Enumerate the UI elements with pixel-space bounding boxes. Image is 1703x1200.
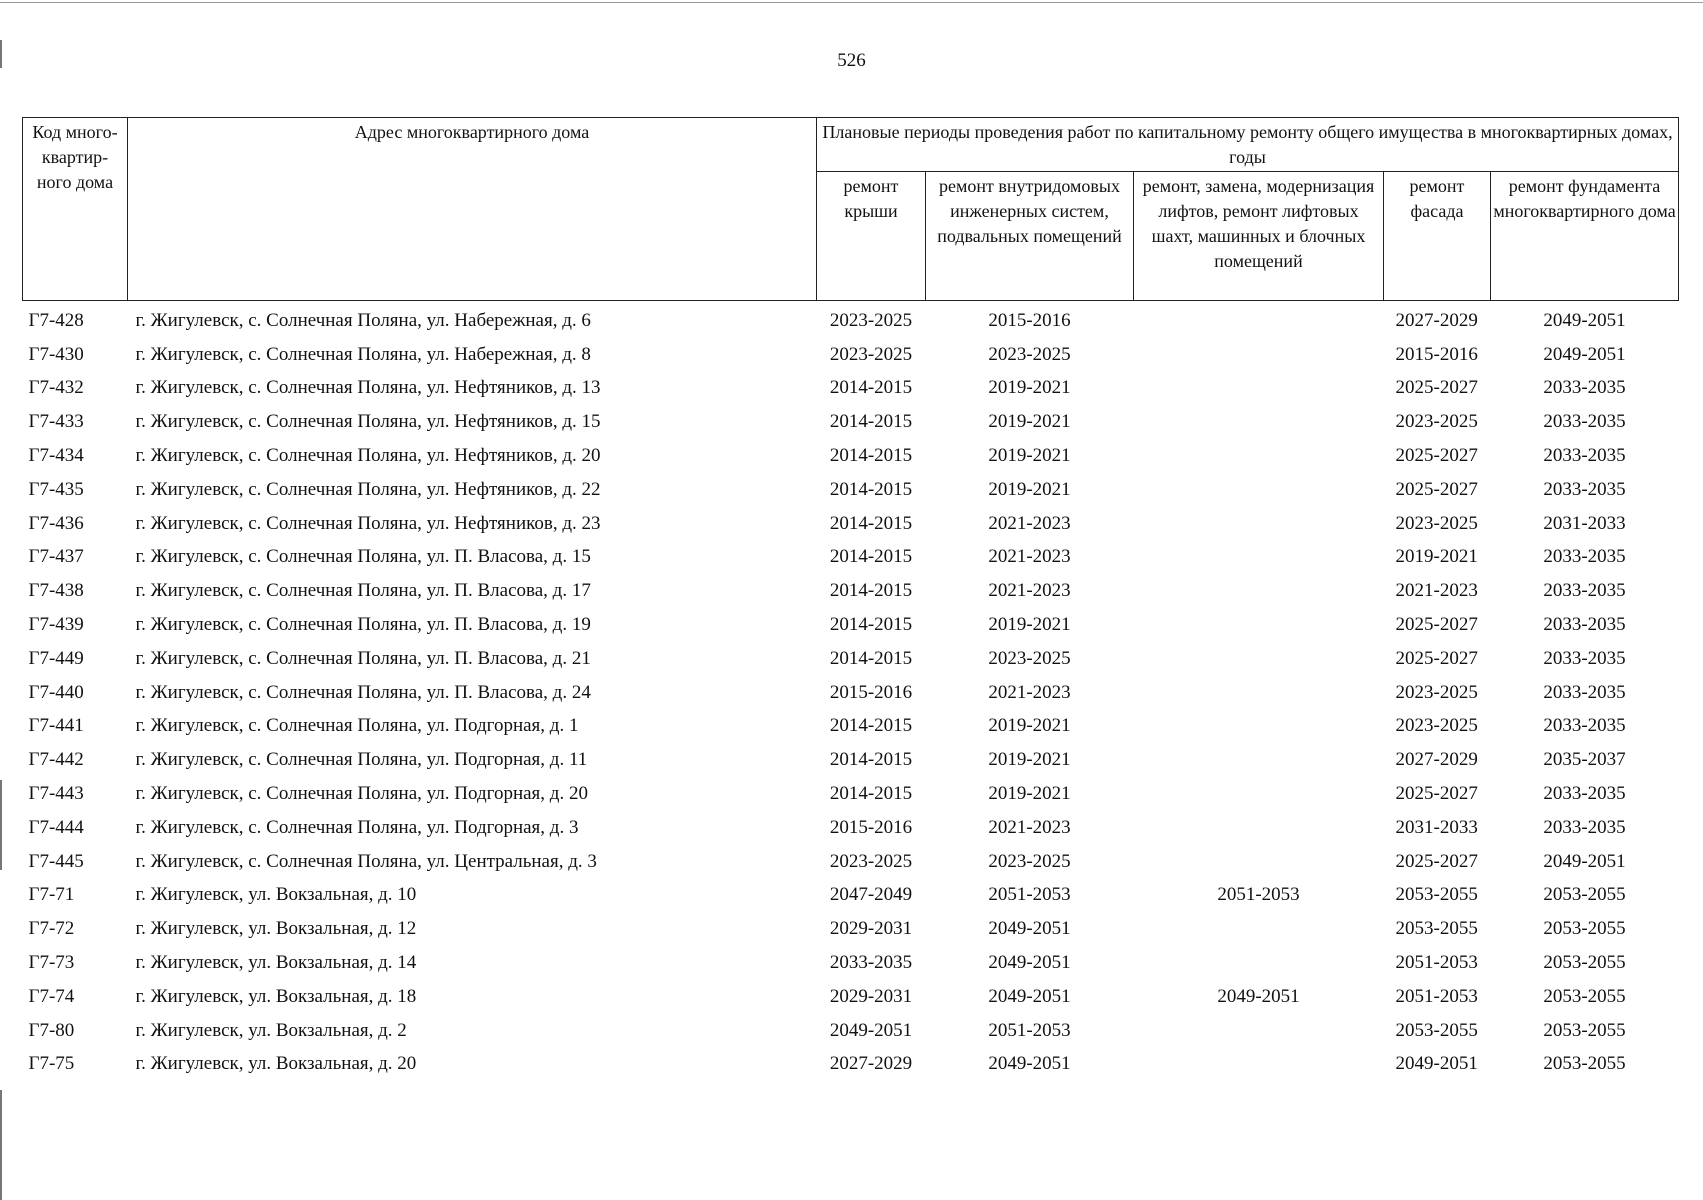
scan-edge-mark <box>0 780 2 870</box>
table-row <box>23 642 1679 676</box>
cell-address: г. Жигулевск, с. Солнечная Поляна, ул. Подгорная, д. 11 <box>135 749 588 771</box>
cell-foundation: 2033-2035 <box>1543 816 1626 838</box>
header-roof: ремонт крыши <box>817 171 926 300</box>
cell-code: Г7-438 <box>28 580 84 602</box>
cell-elevators <box>1134 1014 1384 1048</box>
cell-engineering: 2023-2025 <box>988 343 1071 365</box>
cell-engineering: 2021-2023 <box>988 816 1071 838</box>
header-periods-group: Плановые периоды проведения работ по капитальному ремонту общего имущества в многоквартирных домах, годы <box>817 118 1679 172</box>
cell-address: г. Жигулевск, с. Солнечная Поляна, ул. П. Власова, д. 15 <box>135 546 591 568</box>
cell-engineering: 2023-2025 <box>988 850 1071 872</box>
cell-address: г. Жигулевск, с. Солнечная Поляна, ул. Подгорная, д. 1 <box>135 715 579 737</box>
table-row <box>23 372 1679 406</box>
cell-facade: 2023-2025 <box>1395 512 1478 534</box>
header-facade: ремонт фасада <box>1384 171 1491 300</box>
cell-facade: 2023-2025 <box>1395 681 1478 703</box>
table-row <box>23 980 1679 1014</box>
cell-code: Г7-443 <box>28 783 84 805</box>
capital-repair-table-container <box>22 117 1678 1081</box>
scan-edge-line <box>0 2 1703 3</box>
cell-roof: 2015-2016 <box>829 681 913 703</box>
cell-code: Г7-434 <box>28 445 84 467</box>
table-row <box>23 1014 1679 1048</box>
cell-facade: 2053-2055 <box>1395 884 1478 906</box>
cell-address: г. Жигулевск, с. Солнечная Поляна, ул. П. Власова, д. 17 <box>135 580 591 602</box>
table-row <box>23 676 1679 710</box>
cell-roof: 2049-2051 <box>829 1019 913 1041</box>
cell-elevators <box>1134 743 1384 777</box>
cell-roof: 2023-2025 <box>829 343 913 365</box>
cell-elevators <box>1134 301 1384 338</box>
table-row <box>23 301 1679 338</box>
cell-elevators <box>1134 642 1384 676</box>
cell-foundation: 2053-2055 <box>1543 985 1626 1007</box>
cell-facade: 2025-2027 <box>1395 647 1478 669</box>
cell-foundation: 2053-2055 <box>1543 1019 1626 1041</box>
cell-roof: 2027-2029 <box>829 1053 913 1075</box>
cell-address: г. Жигулевск, ул. Вокзальная, д. 14 <box>135 952 417 974</box>
header-code: Код много-квартир-ного дома <box>23 118 128 301</box>
cell-roof: 2014-2015 <box>829 749 913 771</box>
cell-engineering: 2019-2021 <box>988 478 1071 500</box>
cell-roof: 2014-2015 <box>829 647 913 669</box>
table-body <box>23 301 1679 1082</box>
cell-foundation: 2033-2035 <box>1543 715 1626 737</box>
cell-address: г. Жигулевск, ул. Вокзальная, д. 12 <box>135 918 417 940</box>
cell-address: г. Жигулевск, ул. Вокзальная, д. 18 <box>135 985 417 1007</box>
cell-engineering: 2021-2023 <box>988 580 1071 602</box>
cell-foundation: 2033-2035 <box>1543 580 1626 602</box>
table-row <box>23 1048 1679 1082</box>
cell-roof: 2014-2015 <box>829 478 913 500</box>
cell-foundation: 2049-2051 <box>1543 309 1626 331</box>
cell-code: Г7-441 <box>28 715 84 737</box>
cell-engineering: 2049-2051 <box>988 918 1071 940</box>
header-foundation: ремонт фундамента многоквартирного дома <box>1491 171 1679 300</box>
cell-facade: 2025-2027 <box>1395 478 1478 500</box>
cell-elevators <box>1134 338 1384 372</box>
cell-address: г. Жигулевск, ул. Вокзальная, д. 2 <box>135 1019 407 1041</box>
cell-elevators <box>1134 405 1384 439</box>
cell-facade: 2051-2053 <box>1395 985 1478 1007</box>
cell-elevators <box>1134 777 1384 811</box>
cell-engineering: 2023-2025 <box>988 647 1071 669</box>
table-row <box>23 777 1679 811</box>
cell-address: г. Жигулевск, с. Солнечная Поляна, ул. П. Власова, д. 24 <box>135 681 591 703</box>
cell-facade: 2025-2027 <box>1395 445 1478 467</box>
cell-elevators: 2049-2051 <box>1217 985 1300 1007</box>
header-engineering: ремонт внутридомовых инженерных систем, подвальных помещений <box>926 171 1134 300</box>
cell-elevators: 2051-2053 <box>1217 884 1300 906</box>
cell-code: Г7-444 <box>28 816 84 838</box>
capital-repair-table <box>22 117 1679 1081</box>
table-row <box>23 811 1679 845</box>
cell-facade: 2023-2025 <box>1395 411 1478 433</box>
cell-engineering: 2019-2021 <box>988 614 1071 636</box>
cell-facade: 2015-2016 <box>1395 343 1478 365</box>
cell-roof: 2014-2015 <box>829 546 913 568</box>
cell-elevators <box>1134 541 1384 575</box>
cell-foundation: 2049-2051 <box>1543 343 1626 365</box>
cell-foundation: 2033-2035 <box>1543 445 1626 467</box>
cell-facade: 2021-2023 <box>1395 580 1478 602</box>
cell-roof: 2014-2015 <box>829 377 913 399</box>
table-row <box>23 439 1679 473</box>
cell-foundation: 2033-2035 <box>1543 681 1626 703</box>
table-row <box>23 710 1679 744</box>
cell-foundation: 2033-2035 <box>1543 478 1626 500</box>
cell-code: Г7-432 <box>28 377 84 399</box>
table-row <box>23 946 1679 980</box>
cell-elevators <box>1134 439 1384 473</box>
cell-code: Г7-440 <box>28 681 84 703</box>
table-row <box>23 405 1679 439</box>
cell-engineering: 2019-2021 <box>988 749 1071 771</box>
cell-engineering: 2019-2021 <box>988 377 1071 399</box>
cell-code: Г7-433 <box>28 411 84 433</box>
cell-facade: 2025-2027 <box>1395 377 1478 399</box>
cell-roof: 2014-2015 <box>829 411 913 433</box>
cell-foundation: 2033-2035 <box>1543 377 1626 399</box>
cell-code: Г7-71 <box>28 884 75 906</box>
cell-code: Г7-73 <box>28 952 75 974</box>
cell-address: г. Жигулевск, с. Солнечная Поляна, ул. Центральная, д. 3 <box>135 850 597 872</box>
table-row <box>23 743 1679 777</box>
cell-facade: 2031-2033 <box>1395 816 1478 838</box>
cell-elevators <box>1134 507 1384 541</box>
cell-roof: 2029-2031 <box>829 918 913 940</box>
cell-code: Г7-437 <box>28 546 84 568</box>
cell-roof: 2029-2031 <box>829 985 913 1007</box>
cell-address: г. Жигулевск, с. Солнечная Поляна, ул. Набережная, д. 6 <box>135 309 591 331</box>
cell-roof: 2015-2016 <box>829 816 913 838</box>
table-row <box>23 473 1679 507</box>
table-row <box>23 845 1679 879</box>
cell-engineering: 2049-2051 <box>988 952 1071 974</box>
scan-edge-mark <box>0 1090 2 1200</box>
cell-code: Г7-449 <box>28 647 84 669</box>
cell-address: г. Жигулевск, с. Солнечная Поляна, ул. П. Власова, д. 19 <box>135 614 591 636</box>
cell-engineering: 2019-2021 <box>988 783 1071 805</box>
cell-facade: 2025-2027 <box>1395 850 1478 872</box>
cell-engineering: 2021-2023 <box>988 681 1071 703</box>
cell-roof: 2014-2015 <box>829 783 913 805</box>
table-row <box>23 338 1679 372</box>
cell-code: Г7-435 <box>28 478 84 500</box>
cell-elevators <box>1134 811 1384 845</box>
cell-code: Г7-428 <box>28 309 84 331</box>
cell-engineering: 2049-2051 <box>988 1053 1071 1075</box>
cell-address: г. Жигулевск, с. Солнечная Поляна, ул. Нефтяников, д. 20 <box>135 445 601 467</box>
header-elevators: ремонт, замена, модернизация лифтов, ремонт лифтовых шахт, машинных и блочных помещений <box>1134 171 1384 300</box>
cell-roof: 2014-2015 <box>829 614 913 636</box>
cell-facade: 2027-2029 <box>1395 749 1478 771</box>
cell-address: г. Жигулевск, с. Солнечная Поляна, ул. Подгорная, д. 20 <box>135 783 588 805</box>
cell-code: Г7-80 <box>28 1019 75 1041</box>
cell-address: г. Жигулевск, с. Солнечная Поляна, ул. Подгорная, д. 3 <box>135 816 579 838</box>
cell-address: г. Жигулевск, с. Солнечная Поляна, ул. Набережная, д. 8 <box>135 343 591 365</box>
cell-elevators <box>1134 845 1384 879</box>
cell-code: Г7-445 <box>28 850 84 872</box>
cell-roof: 2023-2025 <box>829 850 913 872</box>
cell-roof: 2014-2015 <box>829 580 913 602</box>
table-header <box>23 118 1679 301</box>
cell-roof: 2014-2015 <box>829 715 913 737</box>
table-row <box>23 912 1679 946</box>
cell-foundation: 2053-2055 <box>1543 918 1626 940</box>
cell-code: Г7-75 <box>28 1053 75 1075</box>
cell-address: г. Жигулевск, с. Солнечная Поляна, ул. Нефтяников, д. 22 <box>135 478 601 500</box>
cell-facade: 2049-2051 <box>1395 1053 1478 1075</box>
cell-foundation: 2053-2055 <box>1543 884 1626 906</box>
cell-engineering: 2021-2023 <box>988 512 1071 534</box>
cell-foundation: 2053-2055 <box>1543 952 1626 974</box>
cell-address: г. Жигулевск, ул. Вокзальная, д. 20 <box>135 1053 417 1075</box>
cell-engineering: 2051-2053 <box>988 884 1071 906</box>
table-row <box>23 608 1679 642</box>
cell-roof: 2014-2015 <box>829 512 913 534</box>
cell-code: Г7-74 <box>28 985 75 1007</box>
page-number: 526 <box>837 50 866 71</box>
cell-code: Г7-442 <box>28 749 84 771</box>
cell-address: г. Жигулевск, ул. Вокзальная, д. 10 <box>135 884 417 906</box>
cell-elevators <box>1134 608 1384 642</box>
cell-foundation: 2035-2037 <box>1543 749 1626 771</box>
cell-foundation: 2049-2051 <box>1543 850 1626 872</box>
cell-foundation: 2033-2035 <box>1543 411 1626 433</box>
cell-elevators <box>1134 912 1384 946</box>
header-address: Адрес многоквартирного дома <box>128 118 817 301</box>
cell-elevators <box>1134 574 1384 608</box>
cell-address: г. Жигулевск, с. Солнечная Поляна, ул. П. Власова, д. 21 <box>135 647 591 669</box>
cell-code: Г7-436 <box>28 512 84 534</box>
table-row <box>23 507 1679 541</box>
cell-facade: 2027-2029 <box>1395 309 1478 331</box>
cell-elevators <box>1134 946 1384 980</box>
cell-roof: 2047-2049 <box>829 884 913 906</box>
cell-facade: 2053-2055 <box>1395 1019 1478 1041</box>
cell-roof: 2014-2015 <box>829 445 913 467</box>
cell-code: Г7-439 <box>28 614 84 636</box>
cell-engineering: 2051-2053 <box>988 1019 1071 1041</box>
cell-facade: 2051-2053 <box>1395 952 1478 974</box>
cell-foundation: 2033-2035 <box>1543 546 1626 568</box>
cell-code: Г7-72 <box>28 918 75 940</box>
cell-foundation: 2033-2035 <box>1543 647 1626 669</box>
cell-elevators <box>1134 372 1384 406</box>
table-row <box>23 879 1679 913</box>
cell-elevators <box>1134 1048 1384 1082</box>
cell-engineering: 2015-2016 <box>988 309 1071 331</box>
cell-facade: 2019-2021 <box>1395 546 1478 568</box>
cell-engineering: 2019-2021 <box>988 411 1071 433</box>
cell-engineering: 2021-2023 <box>988 546 1071 568</box>
cell-address: г. Жигулевск, с. Солнечная Поляна, ул. Нефтяников, д. 15 <box>135 411 601 433</box>
cell-elevators <box>1134 473 1384 507</box>
cell-foundation: 2053-2055 <box>1543 1053 1626 1075</box>
cell-code: Г7-430 <box>28 343 84 365</box>
cell-engineering: 2049-2051 <box>988 985 1071 1007</box>
cell-foundation: 2033-2035 <box>1543 614 1626 636</box>
cell-engineering: 2019-2021 <box>988 445 1071 467</box>
cell-foundation: 2033-2035 <box>1543 783 1626 805</box>
cell-address: г. Жигулевск, с. Солнечная Поляна, ул. Нефтяников, д. 13 <box>135 377 601 399</box>
cell-engineering: 2019-2021 <box>988 715 1071 737</box>
cell-facade: 2025-2027 <box>1395 783 1478 805</box>
cell-foundation: 2031-2033 <box>1543 512 1626 534</box>
cell-facade: 2053-2055 <box>1395 918 1478 940</box>
cell-facade: 2025-2027 <box>1395 614 1478 636</box>
cell-address: г. Жигулевск, с. Солнечная Поляна, ул. Нефтяников, д. 23 <box>135 512 601 534</box>
cell-roof: 2023-2025 <box>829 309 913 331</box>
cell-elevators <box>1134 676 1384 710</box>
table-row <box>23 541 1679 575</box>
table-row <box>23 574 1679 608</box>
cell-elevators <box>1134 710 1384 744</box>
cell-facade: 2023-2025 <box>1395 715 1478 737</box>
cell-roof: 2033-2035 <box>829 952 913 974</box>
